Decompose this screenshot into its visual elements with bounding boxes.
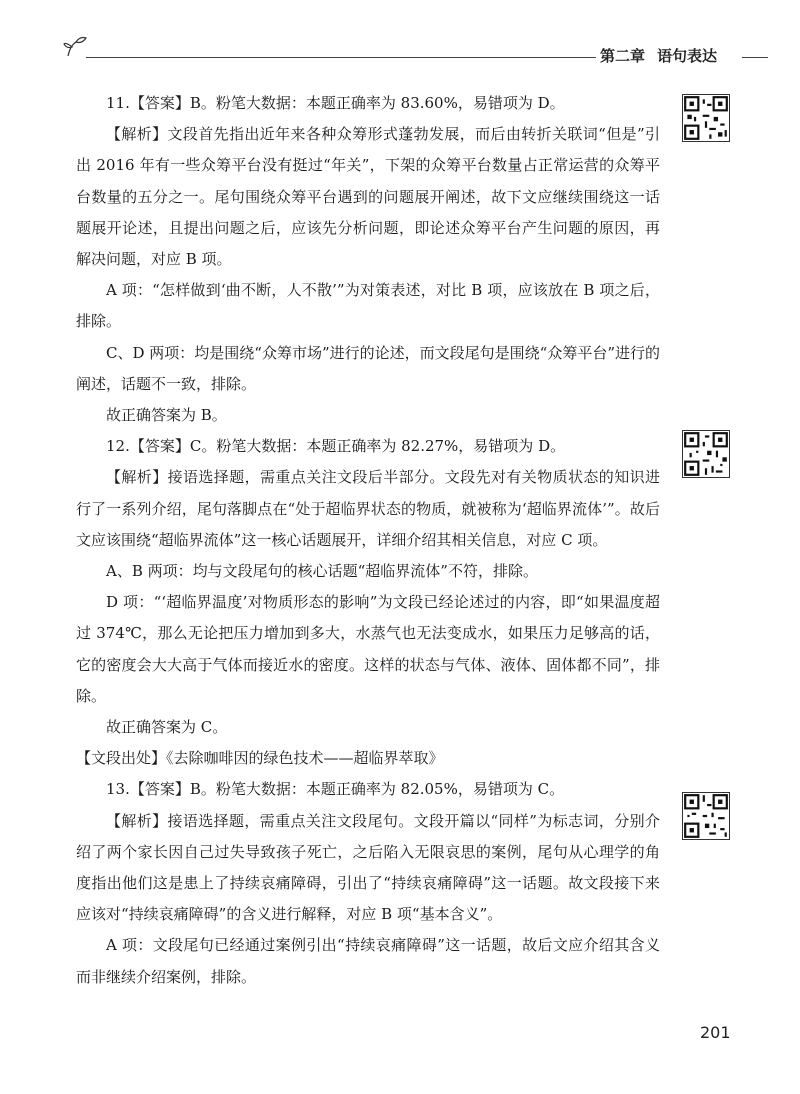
chapter-heading [596, 45, 721, 66]
paragraph-q13-option-a: A 项：文段尾句已经通过案例引出“持续哀痛障碍”这一话题，故后文应介绍其含义而非继续介绍案例，排除。 [76, 936, 660, 986]
answer-explanations [76, 88, 660, 993]
header-rule-tail [742, 57, 768, 58]
paragraph-q13-answer: 13.【答案】B。粉笔大数据：本题正确率为 82.05%，易错项为 C。 [106, 780, 565, 799]
paragraph-q12-conclusion: 故正确答案为 C。 [106, 718, 228, 737]
qr-code-q13[interactable] [682, 792, 730, 840]
paragraph-q11-option-a: A 项：“怎样做到‘曲不断，人不散’”为对策表述，对比 B 项，应该放在 B 项之后，排除。 [76, 281, 660, 331]
paragraph-q11-answer: 11.【答案】B。粉笔大数据：本题正确率为 83.60%，易错项为 D。 [106, 94, 565, 112]
paragraph-q12-option-d: D 项：“‘超临界温度’对物质形态的影响”为文段已经论述过的内容，即“如果温度超过 374℃，那么无论把压力增加到多大，水蒸气也无法变成水，如果压力足够高的话，它的密度会大大高于气体而接近水的密度。这样的状态与气体、液体、固体都不同”，排除。 [76, 593, 660, 705]
qr-code-q11[interactable] [682, 94, 730, 142]
chapter-number: 第二章 [600, 47, 646, 65]
qr-code-icon [683, 431, 729, 477]
chapter-title: 语句表达 [657, 47, 718, 65]
paragraph-q11-option-cd: C、D 两项：均是围绕“众筹市场”进行的论述，而文段尾句是围绕“众筹平台”进行的阐述，话题不一致，排除。 [76, 343, 660, 393]
paragraph-q11-analysis: 【解析】文段首先指出近年来各种众筹形式蓬勃发展，而后由转折关联词“但是”引出 2016 年有一些众筹平台没有挺过“年关”，下架的众筹平台数量占正常运营的众筹平台数量的五分之一。尾句围绕众筹平台遇到的问题展开阐述，故下文应继续围绕这一话题展开论述，且提出问题之后，应该先分析问题，即论述众筹平台产生问题的原因，再解决问题，对应 B 项。 [76, 125, 660, 269]
header-rule [86, 57, 638, 58]
paragraph-q11-conclusion: 故正确答案为 B。 [106, 406, 227, 425]
paragraph-q12-option-ab: A、B 两项：均与文段尾句的核心话题“超临界流体”不符，排除。 [106, 562, 538, 581]
qr-code-icon [683, 95, 729, 141]
paragraph-q12-answer: 12.【答案】C。粉笔大数据：本题正确率为 82.27%，易错项为 D。 [106, 437, 566, 456]
paragraph-q13-analysis: 【解析】接语选择题，需重点关注文段尾句。文段开篇以“同样”为标志词，分别介绍了两个家长因自己过失导致孩子死亡，之后陷入无限哀思的案例，尾句从心理学的角度指出他们这是患上了持续哀痛障碍，引出了“持续哀痛障碍”这一话题。故文段接下来应该对“持续哀痛障碍”的含义进行解释，对应 B 项“基本含义”。 [76, 811, 660, 924]
qr-code-icon [683, 793, 729, 839]
paragraph-q12-source: 【文段出处】《去除咖啡因的绿色技术——超临界萃取》 [76, 749, 444, 768]
paragraph-q12-analysis: 【解析】接语选择题，需重点关注文段后半部分。文段先对有关物质状态的知识进行了一系列介绍，尾句落脚点在“处于超临界状态的物质，就被称为‘超临界流体’”。故后文应该围绕“超临界流体”这一核心话题展开，详细介绍其相关信息，对应 C 项。 [76, 468, 660, 549]
qr-code-q12[interactable] [682, 430, 730, 478]
page-header [62, 30, 768, 70]
page-number: 201 [700, 1023, 731, 1042]
